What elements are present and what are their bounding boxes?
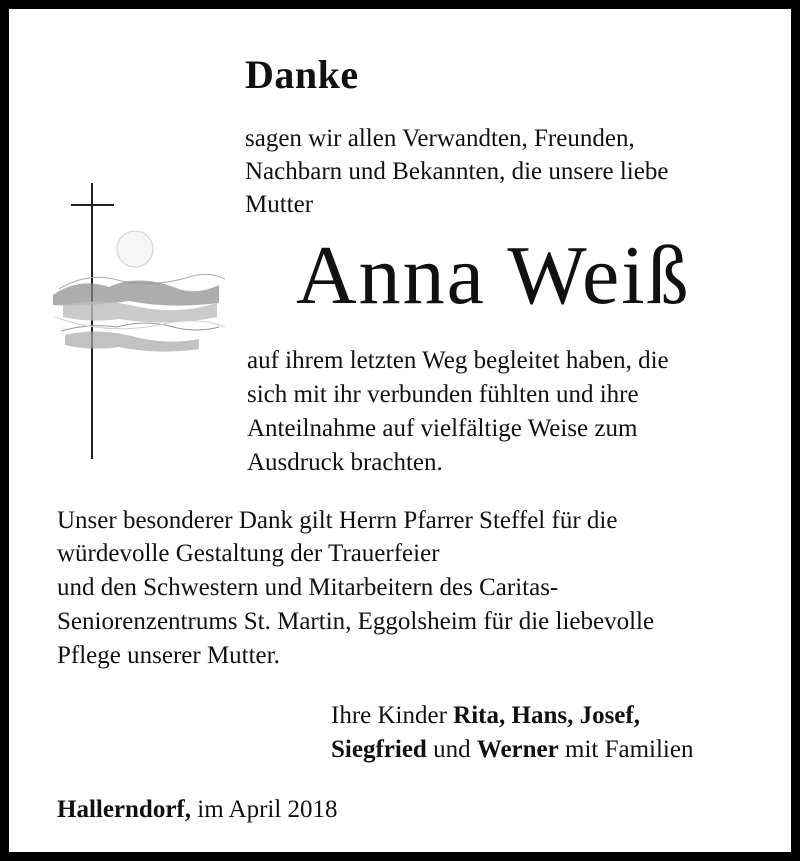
deceased-name: Anna Weiß bbox=[296, 229, 691, 322]
place-date bbox=[57, 792, 338, 827]
date: im April 2018 bbox=[191, 796, 338, 823]
signature-names-1: Rita, Hans, Josef, bbox=[453, 702, 640, 729]
signature-name-siegfried: Siegfried bbox=[331, 736, 427, 763]
after-line-4: Ausdruck brachten. bbox=[247, 449, 443, 476]
intro-line-3: Mutter bbox=[245, 191, 314, 218]
intro-line-1: sagen wir allen Verwandten, Freunden, bbox=[245, 125, 635, 152]
thanks-line-4: Seniorenzentrums St. Martin, Eggolsheim für die liebevolle bbox=[57, 608, 655, 635]
after-line-3: Anteilnahme auf vielfältige Weise zum bbox=[247, 415, 638, 442]
thanks-line-5: Pflege unserer Mutter. bbox=[57, 642, 280, 669]
after-line-2: sich mit ihr verbunden fühlten und ihre bbox=[247, 381, 639, 408]
signature-suffix: mit Familien bbox=[558, 736, 694, 763]
place: Hallerndorf, bbox=[57, 796, 192, 823]
signature-mid: und bbox=[426, 736, 477, 763]
signature-line-1 bbox=[331, 698, 640, 733]
heading: Danke bbox=[245, 52, 359, 97]
signature-name-werner: Werner bbox=[476, 736, 559, 763]
signature-line-2 bbox=[331, 732, 693, 767]
cross-landscape-icon bbox=[49, 177, 229, 467]
after-line-1: auf ihrem letzten Weg begleitet haben, die bbox=[247, 347, 669, 374]
signature-prefix: Ihre Kinder bbox=[331, 702, 454, 729]
intro-line-2: Nachbarn und Bekannten, die unsere liebe bbox=[245, 158, 669, 185]
thanks-line-2: würdevolle Gestaltung der Trauerfeier bbox=[57, 540, 440, 567]
thanks-line-3: und den Schwestern und Mitarbeitern des Caritas- bbox=[57, 574, 559, 601]
thanks-line-1: Unser besonderer Dank gilt Herrn Pfarrer Steffel für die bbox=[57, 507, 618, 534]
